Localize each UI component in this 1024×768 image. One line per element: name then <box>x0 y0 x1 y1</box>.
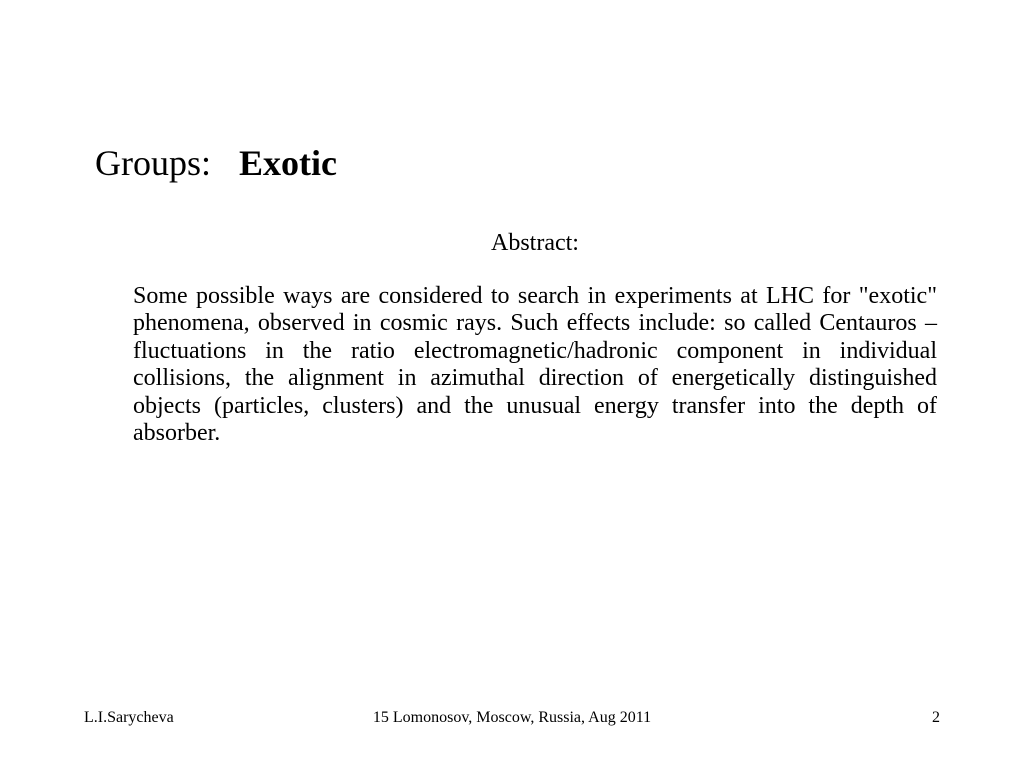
title-exotic-label: Exotic <box>239 143 337 183</box>
title-groups-label: Groups: <box>95 143 211 183</box>
footer-page-number: 2 <box>932 709 940 726</box>
footer-author: L.I.Sarycheva <box>84 709 174 726</box>
abstract-body: Some possible ways are considered to search in experiments at LHC for "exotic" phenomena, observed in cosmic rays. Such effects include: so called Centauros – fluctuations in the ratio electromagnetic/hadronic component in individual collisions, the alignment in azimuthal direction of energetically distinguished objects (particles, clusters) and the unusual energy transfer into the depth of absorber. <box>133 283 937 447</box>
footer-event: 15 Lomonosov, Moscow, Russia, Aug 2011 <box>372 709 652 726</box>
abstract-heading: Abstract: <box>491 230 579 256</box>
slide-title <box>95 140 337 186</box>
